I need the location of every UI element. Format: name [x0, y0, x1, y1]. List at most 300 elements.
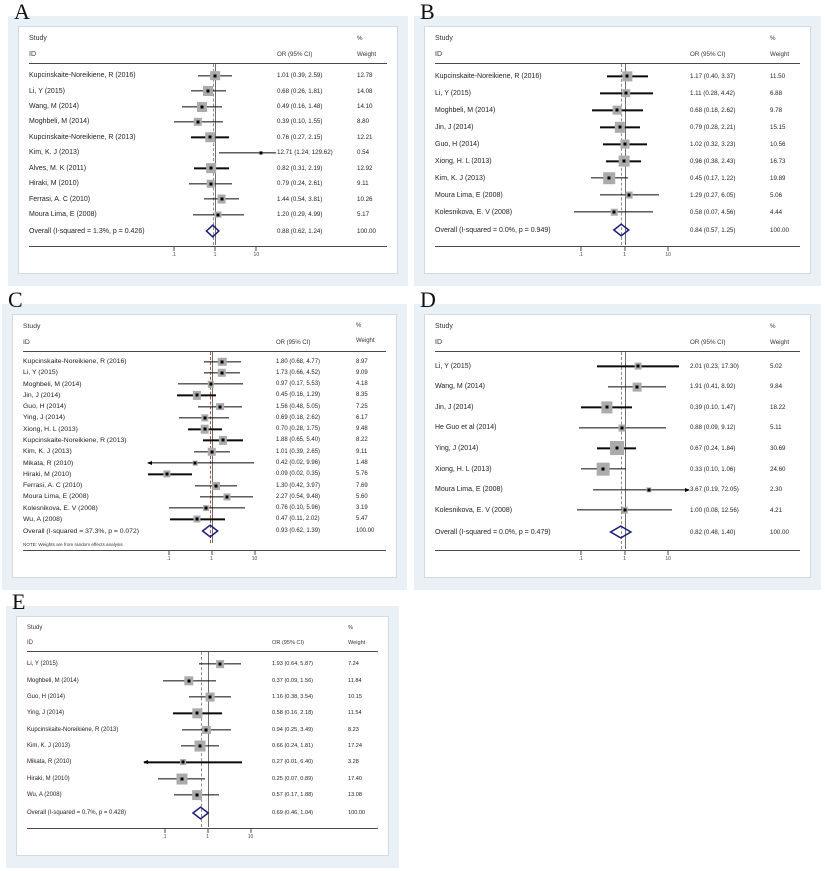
overall-plot	[559, 221, 690, 240]
weight-value: 6.88	[770, 89, 783, 97]
x-axis	[27, 829, 378, 851]
header-percent: %	[770, 323, 776, 330]
ci-plot	[143, 689, 272, 705]
overall-row	[435, 520, 800, 544]
overall-plot	[559, 520, 690, 544]
study-row	[435, 438, 800, 459]
or-value: 0.96 (0.38, 2.43)	[690, 157, 736, 165]
or-value: 0.45 (0.16, 1.29)	[276, 392, 321, 399]
header-percent: %	[357, 35, 363, 42]
or-value: 0.47 (0.11, 2.02)	[276, 516, 320, 523]
overall-row	[27, 803, 378, 822]
study-label: Xiong, H. L (2013)	[435, 157, 492, 165]
study-row	[435, 119, 800, 136]
header-weight: Weight	[770, 339, 790, 346]
point-estimate	[220, 371, 223, 374]
ci-plot	[153, 207, 277, 222]
plot-box	[424, 26, 811, 274]
weight-value: 12.78	[357, 72, 373, 80]
study-row	[435, 153, 800, 170]
study-label: Alves, M. K (2011)	[29, 164, 87, 172]
or-value: 0.79 (0.24, 2.61)	[277, 180, 323, 188]
ci-plot	[559, 204, 690, 221]
study-row	[27, 738, 378, 754]
study-label: Guo, H (2014)	[27, 693, 66, 700]
plot-body	[27, 652, 378, 826]
ci-plot	[147, 514, 276, 525]
study-row	[29, 207, 387, 222]
or-value: 1.80 (0.68, 4.77)	[276, 358, 321, 365]
weight-value: 9.78	[770, 106, 783, 114]
point-estimate	[196, 794, 199, 797]
weight-value: 100.00	[357, 227, 376, 235]
study-label: Li, Y (2015)	[23, 369, 58, 377]
axis-tick-label: .1	[578, 556, 583, 562]
or-value: 1.30 (0.42, 3.97)	[276, 482, 321, 489]
study-row	[29, 68, 387, 83]
overall-row	[29, 222, 387, 240]
point-estimate	[201, 105, 204, 108]
overall-plot	[153, 222, 277, 240]
study-row	[23, 502, 386, 513]
weight-value: 18.22	[770, 403, 786, 411]
point-estimate	[187, 679, 190, 682]
or-value: 0.37 (0.09, 1.56)	[272, 677, 314, 684]
ci-plot	[147, 401, 276, 412]
weight-value: 5.60	[356, 493, 368, 500]
weight-value: 100.00	[770, 528, 789, 536]
header-study: Study	[435, 35, 453, 42]
or-value: 0.66 (0.24, 1.81)	[272, 742, 314, 749]
study-row	[435, 459, 800, 480]
ci-plot	[153, 161, 277, 176]
axis-tick	[624, 551, 625, 555]
weight-value: 5.02	[770, 362, 783, 370]
or-value: 0.70 (0.28, 1.75)	[276, 426, 321, 433]
point-estimate	[180, 777, 183, 780]
study-label: Xiong, H. L (2013)	[435, 465, 492, 473]
weight-value: 5.47	[356, 516, 368, 523]
overall-label: Overall (I-squared = 37.3%, p = 0.072)	[23, 527, 139, 535]
study-label: Kupcinskaite-Noreikiene, R (2016)	[435, 72, 542, 80]
or-value: 1.93 (0.64, 5.87)	[272, 661, 314, 668]
study-label: Kim, K. J (2013)	[29, 149, 80, 157]
axis-tick-label: 1	[213, 252, 217, 258]
overall-row	[435, 221, 800, 240]
column-header	[29, 33, 387, 63]
ci-plot	[559, 153, 690, 170]
axis-tick	[668, 551, 669, 555]
plot-body	[23, 352, 386, 542]
column-header	[23, 321, 386, 351]
overall-diamond	[559, 224, 690, 237]
axis-scale	[143, 829, 272, 851]
or-value: 1.17 (0.40, 3.37)	[690, 72, 736, 80]
weight-value: 12.92	[357, 164, 373, 172]
study-label: Kolesnikova, E. V (2008)	[435, 208, 513, 216]
point-estimate	[218, 405, 221, 408]
study-row	[435, 377, 800, 398]
ci-plot	[153, 191, 277, 206]
study-label: Hiraki, M (2010)	[29, 180, 79, 188]
panel-label: E	[12, 589, 26, 614]
axis-tick	[254, 551, 255, 555]
weight-value: 3.28	[348, 759, 359, 766]
ci-plot	[153, 176, 277, 191]
panel-label: A	[14, 0, 30, 24]
weight-value: 19.89	[770, 174, 786, 182]
weight-value: 7.25	[356, 403, 368, 410]
or-value: 1.91 (0.41, 8.92)	[690, 383, 736, 391]
point-estimate	[209, 136, 212, 139]
x-axis	[23, 551, 386, 573]
study-row	[23, 390, 386, 401]
axis-tick	[256, 247, 257, 251]
ci-plot	[143, 771, 272, 787]
point-estimate	[217, 213, 220, 216]
weight-value: 5.06	[770, 191, 783, 199]
study-label: Moura Lima, E (2008)	[29, 211, 97, 218]
x-axis	[29, 247, 387, 269]
weight-value: 4.21	[770, 506, 783, 514]
panel-label: D	[420, 287, 436, 312]
ci-plot	[559, 397, 690, 418]
study-label: Kupcinskaite-Noreikiene, R (2013)	[23, 436, 127, 444]
ci-line	[148, 462, 255, 463]
header-weight: Weight	[357, 51, 377, 58]
point-estimate	[225, 495, 228, 498]
ci-plot	[153, 68, 277, 83]
ci-plot	[559, 438, 690, 459]
weight-value: 100.00	[770, 226, 789, 234]
header-or-ci: OR (95% CI)	[690, 51, 726, 58]
ci-line	[144, 762, 243, 763]
axis-tick	[250, 829, 251, 833]
study-label: Hiraki, M (2010)	[23, 470, 72, 478]
study-row	[29, 176, 387, 191]
ci-plot	[147, 435, 276, 446]
or-value: 0.42 (0.02, 9.96)	[276, 460, 321, 467]
point-estimate	[210, 167, 213, 170]
overall-diamond	[559, 526, 690, 539]
weight-value: 9.48	[356, 426, 368, 433]
point-estimate	[210, 450, 213, 453]
or-value: 1.73 (0.66, 4.52)	[276, 369, 321, 376]
point-estimate	[625, 92, 628, 95]
study-row	[435, 68, 800, 85]
point-estimate	[221, 360, 224, 363]
ci-plot	[143, 656, 272, 672]
ci-plot	[559, 85, 690, 102]
panel-background	[8, 16, 408, 286]
axis-tick-label: 10	[665, 556, 671, 562]
study-label: Li, Y (2015)	[435, 89, 471, 97]
overall-label: Overall (I-squared = 0.0%, p = 0.949)	[435, 226, 551, 234]
point-estimate	[616, 109, 619, 112]
weight-value: 5.11	[770, 424, 782, 432]
point-estimate	[613, 211, 616, 214]
study-row	[435, 136, 800, 153]
ci-plot	[559, 377, 690, 398]
weight-value: 7.69	[356, 482, 368, 489]
panel-background	[414, 304, 821, 590]
weight-value: 16.73	[770, 157, 786, 165]
or-value: 0.57 (0.17, 1.88)	[272, 792, 314, 799]
study-label: Ying, J (2014)	[435, 444, 479, 452]
axis-scale	[147, 551, 276, 573]
overall-diamond	[147, 525, 276, 538]
point-estimate	[636, 365, 639, 368]
study-label: Kupcinskaite-Noreikiene, R (2016)	[23, 358, 127, 366]
plot-box	[12, 314, 397, 578]
study-label: Li, Y (2015)	[435, 362, 471, 370]
point-estimate	[621, 426, 624, 429]
weight-value: 14.10	[357, 103, 373, 111]
ci-plot	[559, 187, 690, 204]
weight-value: 8.23	[348, 726, 359, 733]
ci-plot	[153, 99, 277, 114]
overall-label: Overall (I-squared = 1.3%, p = 0.426)	[29, 227, 145, 235]
study-row	[27, 754, 378, 770]
plot-body	[435, 64, 800, 244]
header-or-ci: OR (95% CI)	[277, 51, 313, 58]
weight-value: 17.24	[348, 742, 362, 749]
x-axis	[435, 247, 800, 269]
study-label: Guo, H (2014)	[23, 403, 67, 411]
weight-value: 9.84	[770, 383, 783, 391]
or-value: 1.29 (0.27, 6.05)	[690, 191, 736, 199]
header-weight: Weight	[348, 640, 366, 646]
or-value: 3.67 (0.19, 72.05)	[690, 486, 739, 494]
header-percent: %	[348, 625, 353, 631]
study-row	[435, 479, 800, 500]
ci-plot	[559, 68, 690, 85]
plot-box	[424, 314, 811, 578]
axis-tick	[580, 247, 581, 251]
or-value: 0.68 (0.26, 1.81)	[277, 87, 323, 95]
or-value: 2.27 (0.54, 9.48)	[276, 493, 321, 500]
or-value: 0.69 (0.46, 1.04)	[272, 809, 314, 816]
ci-plot	[153, 130, 277, 145]
weight-value: 9.11	[356, 448, 368, 455]
weight-value: 100.00	[348, 809, 366, 816]
study-row	[27, 672, 378, 688]
panel-c	[2, 287, 407, 590]
point-estimate	[214, 74, 217, 77]
study-row	[23, 491, 386, 502]
ci-plot	[147, 491, 276, 502]
study-label: Moura Lima, E (2008)	[23, 493, 89, 501]
or-value: 0.39 (0.10, 1.55)	[277, 118, 323, 126]
study-row	[435, 102, 800, 119]
arrow-right-icon	[685, 488, 690, 492]
weight-value: 11.84	[348, 677, 362, 684]
study-label: Jin, J (2014)	[23, 391, 61, 399]
ci-plot	[559, 102, 690, 119]
ci-plot	[147, 424, 276, 435]
ci-plot	[559, 136, 690, 153]
or-value: 0.27 (0.01, 6.40)	[272, 759, 314, 766]
study-row	[23, 379, 386, 390]
panel-e	[6, 589, 399, 868]
point-estimate	[198, 744, 201, 747]
study-label: Kolesnikova, E. V (2008)	[435, 506, 513, 514]
ci-plot	[143, 787, 272, 803]
study-label: Xiong, H. L (2013)	[23, 425, 78, 433]
ci-plot	[153, 114, 277, 129]
header-id: ID	[435, 51, 442, 58]
study-label: Kim, K. J (2013)	[435, 174, 486, 182]
study-row	[23, 469, 386, 480]
study-label: Hiraki, M (2010)	[27, 775, 70, 782]
axis-tick	[668, 247, 669, 251]
point-estimate	[635, 385, 638, 388]
weight-value: 24.60	[770, 465, 786, 473]
or-value: 0.09 (0.02, 0.35)	[276, 471, 321, 478]
study-label: Mikata, R (2010)	[27, 759, 72, 766]
study-row	[27, 721, 378, 737]
weight-value: 11.50	[770, 72, 786, 80]
header-weight: Weight	[770, 51, 790, 58]
study-label: Wu, A (2008)	[23, 515, 63, 523]
or-value: 0.82 (0.48, 1.40)	[690, 528, 736, 536]
study-row	[29, 130, 387, 145]
study-label: Wang, M (2014)	[29, 103, 79, 111]
or-value: 1.00 (0.08, 12.56)	[690, 506, 739, 514]
study-row	[435, 204, 800, 221]
ci-plot	[559, 500, 690, 521]
study-row	[29, 145, 387, 160]
point-estimate	[194, 462, 197, 465]
point-estimate	[648, 488, 651, 491]
weight-value: 8.35	[356, 392, 368, 399]
or-value: 0.82 (0.31, 2.19)	[277, 164, 323, 172]
weight-value: 100.00	[356, 528, 375, 535]
column-header	[27, 623, 378, 651]
header-id: ID	[27, 640, 33, 646]
note-text: NOTE: Weights are from random effects analysis	[23, 542, 123, 547]
or-value: 0.76 (0.10, 5.96)	[276, 505, 321, 512]
axis-tick-label: .1	[162, 834, 167, 840]
study-row	[23, 435, 386, 446]
axis-tick	[164, 829, 165, 833]
axis-tick-label: 10	[665, 252, 671, 258]
overall-diamond	[153, 225, 277, 238]
point-estimate	[197, 120, 200, 123]
point-estimate	[623, 509, 626, 512]
or-value: 1.56 (0.48, 5.05)	[276, 403, 321, 410]
point-estimate	[615, 447, 618, 450]
overall-diamond	[143, 806, 272, 819]
x-axis	[435, 551, 800, 573]
study-label: Jin, J (2014)	[435, 403, 474, 411]
overall-plot	[143, 803, 272, 822]
or-value: 0.45 (0.17, 1.22)	[690, 174, 736, 182]
header-study: Study	[435, 323, 453, 330]
axis-tick	[173, 247, 174, 251]
point-estimate	[203, 428, 206, 431]
study-row	[27, 656, 378, 672]
ci-plot	[147, 412, 276, 423]
ci-plot	[147, 480, 276, 491]
or-value: 0.76 (0.27, 2.15)	[277, 133, 323, 141]
panel-background	[2, 304, 407, 590]
or-value: 0.97 (0.17, 5.53)	[276, 381, 321, 388]
header-or-ci: OR (95% CI)	[690, 339, 726, 346]
study-label: Kim, K. J (2013)	[23, 448, 72, 456]
ci-plot	[147, 390, 276, 401]
axis-tick	[207, 829, 208, 833]
weight-value: 5.17	[357, 211, 370, 218]
panel-a	[8, 2, 408, 286]
study-row	[27, 705, 378, 721]
weight-value: 10.56	[770, 140, 786, 148]
axis-tick-label: 10	[251, 556, 258, 562]
header-or-ci: OR (95% CI)	[276, 340, 311, 346]
axis-tick-label: 1	[206, 834, 209, 840]
study-label: Kim, K. J (2013)	[27, 742, 71, 749]
study-label: Moghbeli, M (2014)	[435, 106, 496, 114]
or-value: 0.69 (0.18, 2.62)	[276, 414, 321, 421]
study-row	[435, 187, 800, 204]
study-label: Ying, J (2014)	[23, 414, 66, 422]
axis-tick	[624, 247, 625, 251]
axis-tick	[215, 247, 216, 251]
weight-value: 17.40	[348, 775, 362, 782]
panel-background	[6, 606, 399, 868]
weight-value: 10.15	[348, 693, 362, 700]
or-value: 0.33 (0.10, 1.06)	[690, 465, 736, 473]
axis-scale	[559, 247, 690, 269]
study-row	[29, 114, 387, 129]
study-row	[29, 191, 387, 206]
column-header	[435, 321, 800, 351]
study-row	[23, 514, 386, 525]
axis-scale	[153, 247, 277, 269]
study-label: Ying, J (2014)	[27, 710, 65, 717]
weight-value: 3.19	[356, 505, 368, 512]
weight-value: 7.24	[348, 661, 359, 668]
axis-tick-label: .1	[578, 252, 583, 258]
ci-plot	[147, 457, 276, 468]
point-estimate	[195, 394, 198, 397]
weight-value: 30.69	[770, 444, 786, 452]
point-estimate	[602, 468, 605, 471]
ci-plot	[143, 754, 272, 770]
header-study: Study	[29, 35, 47, 42]
overall-label: Overall (I-squared = 0.7%, p = 0.428)	[27, 809, 127, 816]
study-label: Moghbeli, M (2014)	[29, 118, 90, 126]
study-label: Ferrasi, A. C (2010)	[29, 195, 91, 203]
study-row	[23, 367, 386, 378]
point-estimate	[626, 75, 629, 78]
or-value: 0.58 (0.16, 2.18)	[272, 710, 314, 717]
or-value: 2.01 (0.23, 17.30)	[690, 362, 739, 370]
or-value: 1.16 (0.38, 3.54)	[272, 693, 314, 700]
study-label: Wu, A (2008)	[27, 792, 62, 799]
or-value: 0.49 (0.16, 1.48)	[277, 103, 323, 111]
study-label: Kupcinskaite-Noreikiene, R (2013)	[29, 133, 136, 141]
study-label: Li, Y (2015)	[27, 661, 58, 668]
point-estimate	[608, 177, 611, 180]
arrow-left-icon	[147, 461, 152, 465]
ci-plot	[559, 170, 690, 187]
plot-box	[18, 26, 398, 274]
ci-plot	[153, 145, 277, 160]
axis-tick-label: .1	[171, 252, 176, 258]
point-estimate	[209, 695, 212, 698]
point-estimate	[605, 406, 608, 409]
